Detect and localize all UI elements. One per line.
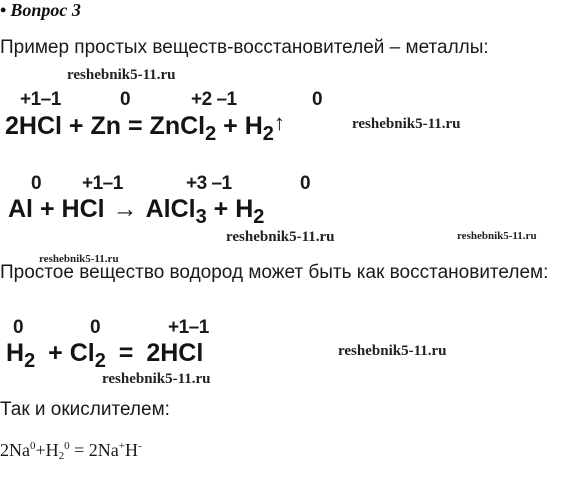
equation-1: [5, 110, 285, 145]
eq3-term-hcl: 2HCl: [146, 339, 204, 367]
intro-hydrogen-reducer-text: Простое вещество водород может быть как восстановителем:: [0, 262, 549, 283]
eq2-ox-hcl: +1–1: [82, 173, 123, 194]
eq3-ox-hcl: +1–1: [168, 317, 209, 338]
eq3-term-h2: $H_2$: [6, 339, 36, 372]
eq1-term-hcl: 2HCl: [5, 112, 62, 140]
watermark: reshebnik5-11.ru: [39, 253, 119, 265]
intro-hydrogen-oxidizer-text: Так и окислителем:: [0, 399, 170, 420]
reaction-arrow-icon: →: [112, 195, 138, 223]
eq3-ox-h2: 0: [13, 317, 24, 338]
question-heading: [0, 0, 81, 21]
eq1-equals: =: [127, 112, 143, 140]
eq2-plus-2: +: [213, 195, 229, 223]
eq2-term-alcl3: AlCl$_3$: [145, 195, 207, 228]
equation-4: $2Na^0+H_2^0 = 2Na^+H^-$: [0, 440, 142, 462]
question-title: Вопрос 3: [10, 0, 81, 20]
eq2-term-al: Al: [8, 195, 33, 223]
eq3-term-cl2: $Cl_2$: [69, 339, 106, 372]
intro-metals-text: Пример простых веществ-восстановителей – металлы:: [0, 37, 489, 58]
eq2-ox-alcl3: +3 –1: [186, 173, 232, 194]
gas-arrow-icon: ↑: [273, 110, 285, 135]
bullet: •: [0, 0, 7, 20]
watermark: reshebnik5-11.ru: [457, 230, 537, 242]
eq1-term-zncl2: ZnCl$_2$: [149, 112, 217, 145]
eq2-ox-al: 0: [31, 173, 42, 194]
eq3-ox-cl2: 0: [90, 317, 101, 338]
eq2-plus: +: [39, 195, 55, 223]
eq1-ox-h2: 0: [312, 89, 323, 110]
eq1-term-zn: Zn: [90, 112, 122, 140]
watermark: reshebnik5-11.ru: [338, 343, 447, 359]
eq1-ox-hcl: +1–1: [20, 89, 61, 110]
eq3-plus: +: [48, 339, 63, 367]
equation-2: [8, 195, 265, 228]
eq2-ox-h2: 0: [300, 173, 311, 194]
watermark: reshebnik5-11.ru: [226, 229, 335, 245]
eq1-plus: +: [68, 112, 84, 140]
eq1-ox-zncl2: +2 –1: [191, 89, 237, 110]
eq3-equals: =: [118, 339, 134, 367]
eq2-term-h2: $H_2$: [235, 195, 265, 228]
watermark: reshebnik5-11.ru: [352, 116, 461, 132]
watermark: reshebnik5-11.ru: [67, 67, 176, 83]
eq1-plus-2: +: [223, 112, 238, 140]
equation-3: [6, 339, 204, 372]
eq1-term-h2: $H_2$: [244, 112, 274, 145]
watermark: reshebnik5-11.ru: [102, 371, 211, 387]
eq1-ox-zn: 0: [120, 89, 131, 110]
eq2-term-hcl: HCl: [61, 195, 105, 223]
